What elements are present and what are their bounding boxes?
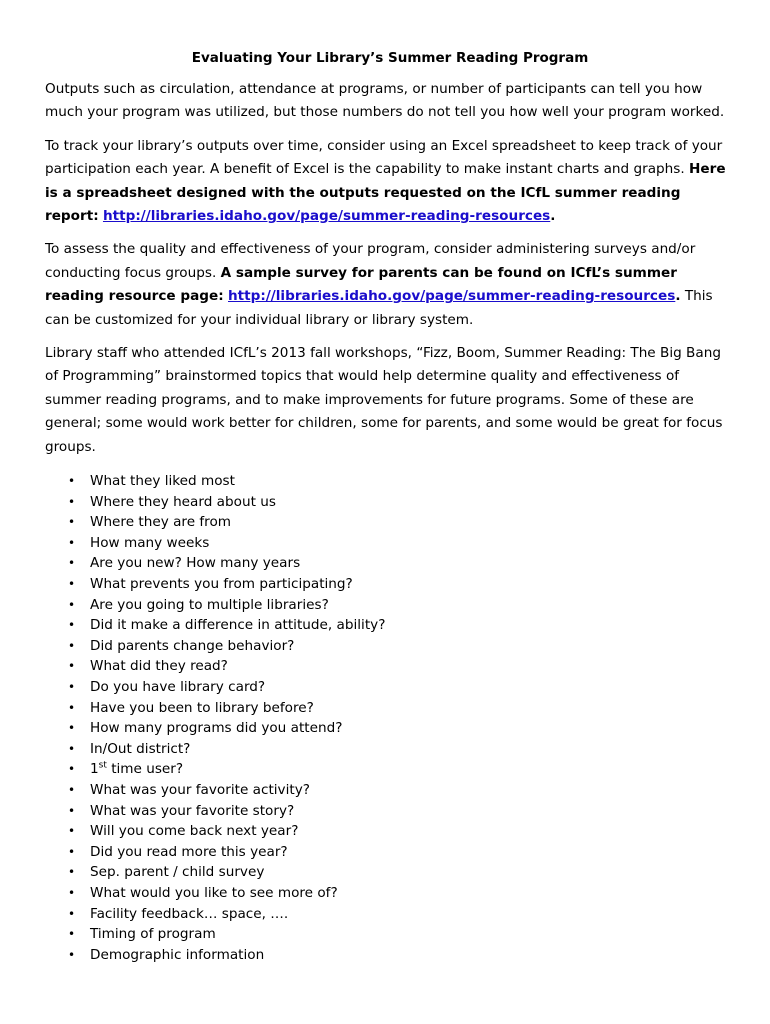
- bullet-icon: •: [68, 597, 76, 612]
- bullet-icon: •: [68, 474, 76, 489]
- topic-text: Did it make a difference in attitude, ability?: [90, 617, 386, 634]
- bullet-icon: •: [68, 638, 76, 653]
- topic-list-item: [45, 739, 735, 760]
- paragraph-outputs: [45, 78, 735, 125]
- topic-text: What prevents you from participating?: [90, 576, 353, 593]
- bullet-icon: •: [68, 762, 76, 777]
- topic-text: How many programs did you attend?: [90, 720, 343, 737]
- topic-text: In/Out district?: [90, 740, 191, 757]
- bullet-icon: •: [68, 680, 76, 695]
- bullet-icon: •: [68, 783, 76, 797]
- topic-text: What would you like to see more of?: [90, 884, 338, 901]
- paragraph-workshops-text: Library staff who attended ICfL’s 2013 fall workshops, “Fizz, Boom, Summer Reading: The Big Bang of Programming” brainstormed topics that would help determine quality and effectiveness of summer reading programs, and to make improvements for future programs. Some of these are general; some would work better for children, some for parents, and some would be great for focus groups.: [45, 345, 723, 455]
- bullet-icon: •: [68, 577, 76, 592]
- topic-list-item: [45, 862, 735, 883]
- bullet-icon: •: [68, 700, 76, 715]
- topic-text: What was your favorite story?: [90, 802, 295, 819]
- paragraph-survey-link-end: .: [675, 288, 681, 305]
- paragraph-survey-text: To assess the quality and effectiveness of your program, consider administering surveys and/or conducting focus groups.: [45, 241, 696, 281]
- topic-text: Are you going to multiple libraries?: [90, 596, 329, 613]
- topic-list-item: [45, 945, 735, 966]
- spreadsheet-link[interactable]: http://libraries.idaho.gov/page/summer-reading-resources: [102, 208, 551, 225]
- paragraph-excel-text: To track your library’s outputs over time, consider using an Excel spreadsheet to keep track of your participation each year. A benefit of Excel is the capability to make instant charts and graphs.: [45, 137, 723, 178]
- bullet-icon: •: [68, 494, 76, 509]
- topic-text: How many weeks: [90, 534, 210, 551]
- topic-text: Facility feedback… space, ….: [90, 905, 289, 922]
- topic-list-item: [45, 718, 735, 739]
- topic-text: Where they heard about us: [90, 493, 276, 510]
- bullet-icon: •: [68, 741, 76, 756]
- bullet-icon: •: [68, 535, 76, 550]
- survey-link[interactable]: http://libraries.idaho.gov/page/summer-reading-resources: [228, 288, 676, 305]
- topic-text: Where they are from: [90, 514, 232, 531]
- bullet-icon: •: [68, 906, 76, 921]
- topic-list-item: [45, 574, 735, 595]
- topic-list-item: [45, 924, 735, 945]
- bullet-icon: •: [68, 824, 76, 839]
- topic-list-item: [45, 677, 735, 698]
- paragraph-workshops: [45, 342, 735, 459]
- bullet-icon: •: [68, 618, 76, 633]
- topic-list-item: [45, 801, 735, 822]
- topic-list-item: [45, 615, 735, 636]
- topic-text-sup: st: [98, 760, 107, 771]
- topic-text: Will you come back next year?: [90, 823, 299, 840]
- topic-text: Sep. parent / child survey: [90, 864, 265, 881]
- topic-list-item: [45, 533, 735, 554]
- topic-list-item: [45, 595, 735, 616]
- topic-text: What they liked most: [90, 473, 235, 490]
- bullet-icon: •: [68, 844, 76, 859]
- bullet-icon: •: [68, 803, 76, 818]
- topic-text: Are you new? How many years: [90, 555, 301, 572]
- topic-text-pre: 1: [90, 761, 99, 778]
- bullet-icon: •: [68, 659, 76, 674]
- paragraph-survey-bold: A sample survey for parents can be found on ICfL’s summer reading resource page:: [45, 264, 677, 305]
- topic-text: Did parents change behavior?: [90, 637, 295, 654]
- document-page: [45, 47, 735, 965]
- paragraph-excel-end: .: [550, 208, 556, 225]
- paragraph-excel-bold: Here is a spreadsheet designed with the outputs requested on the ICfL summer reading report:: [45, 161, 726, 225]
- topic-text: What did they read?: [90, 658, 228, 675]
- bullet-icon: •: [68, 947, 76, 962]
- document-title: Evaluating Your Library’s Summer Reading Program: [191, 50, 589, 66]
- topic-text: Demographic information: [90, 946, 265, 963]
- topic-text: What was your favorite activity?: [90, 782, 310, 798]
- topic-text: Timing of program: [90, 926, 216, 943]
- topic-list-item: [45, 512, 735, 533]
- topic-list-item: [45, 553, 735, 574]
- topic-list-item: [45, 842, 735, 863]
- paragraph-excel: [45, 135, 735, 229]
- bullet-icon: •: [68, 885, 76, 900]
- topic-list-item: [45, 780, 735, 801]
- bullet-icon: •: [68, 515, 76, 530]
- bullet-icon: •: [68, 927, 76, 942]
- topic-list-item: [45, 883, 735, 904]
- topic-list-item: [45, 656, 735, 677]
- bullet-icon: •: [68, 556, 76, 571]
- bullet-icon: •: [68, 721, 76, 736]
- bullet-icon: •: [68, 865, 76, 880]
- topic-text-post: time user?: [106, 761, 184, 778]
- topic-list-item: [45, 904, 735, 925]
- paragraph-survey: [45, 238, 735, 332]
- topic-list-item: [45, 821, 735, 842]
- paragraph-outputs-text: Outputs such as circulation, attendance at programs, or number of participants can tell you how much your program was utilized, but those numbers do not tell you how well your program worked.: [45, 81, 725, 121]
- topic-list-item: [45, 471, 735, 492]
- topic-text: Do you have library card?: [90, 679, 266, 696]
- topic-list-item: [45, 492, 735, 513]
- paragraph-survey-end: This can be customized for your individual library or library system.: [45, 288, 713, 328]
- topic-list-item: [45, 759, 735, 780]
- topic-list-item: [45, 698, 735, 719]
- topic-list-item: [45, 636, 735, 657]
- topics-list: [45, 471, 735, 965]
- topic-text: Have you been to library before?: [90, 699, 314, 716]
- topic-text: Did you read more this year?: [90, 843, 288, 860]
